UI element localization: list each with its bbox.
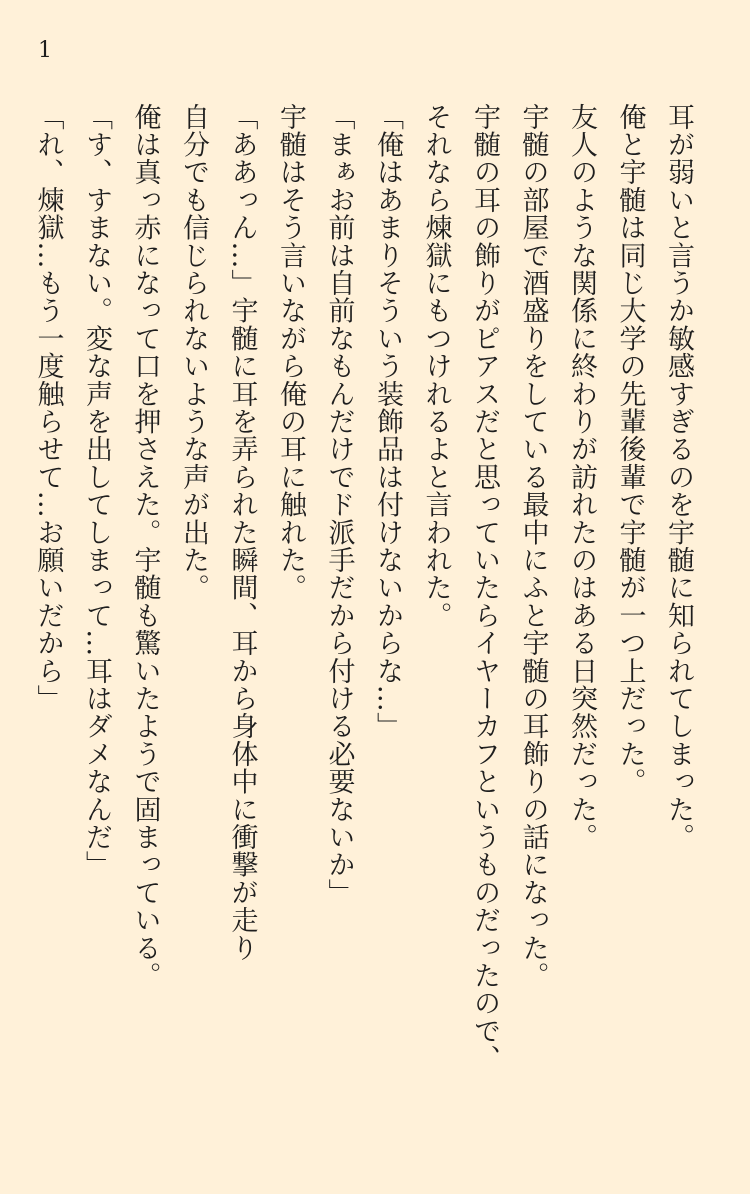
text-line: 宇髄はそう言いながら俺の耳に触れた。 [275, 103, 306, 602]
text-line: 「ああっん…」宇髄に耳を弄られた瞬間、耳から身体中に衝撃が走り [226, 103, 258, 962]
text-line: 「す、すまない。変な声を出してしまって…耳はダメなんだ」 [81, 103, 112, 879]
text-line: 「れ、煉獄…もう一度触らせて…お願いだから」 [32, 103, 64, 713]
text-line: 宇髄の部屋で酒盛りをしている最中にふと宇髄の耳飾りの話になった。 [517, 103, 549, 990]
text-line: 耳が弱いと言うか敏感すぎるのを宇髄に知られてしまった。 [663, 103, 694, 851]
vertical-text-body [23, 103, 702, 1143]
page-number: 1 [38, 38, 52, 63]
text-line: 「まぁお前は自前なもんだけでド派手だから付ける必要ないか」 [323, 103, 355, 907]
text-line: 「俺はあまりそういう装飾品は付けないからな…」 [372, 103, 403, 741]
text-line: 俺と宇髄は同じ大学の先輩後輩で宇髄が一つ上だった。 [614, 103, 646, 796]
text-line: 自分でも信じられないような声が出た。 [178, 103, 209, 602]
text-line: 友人のような関係に終わりが訪れたのはある日突然だった。 [566, 103, 597, 851]
text-line: それなら煉獄にもつけれるよと言われた。 [420, 103, 452, 630]
text-line: 宇髄の耳の飾りがピアスだと思っていたらイヤーカフというものだったので、 [469, 103, 500, 1073]
text-line: 俺は真っ赤になって口を押さえた。宇髄も驚いたようで固まっている。 [129, 103, 161, 990]
